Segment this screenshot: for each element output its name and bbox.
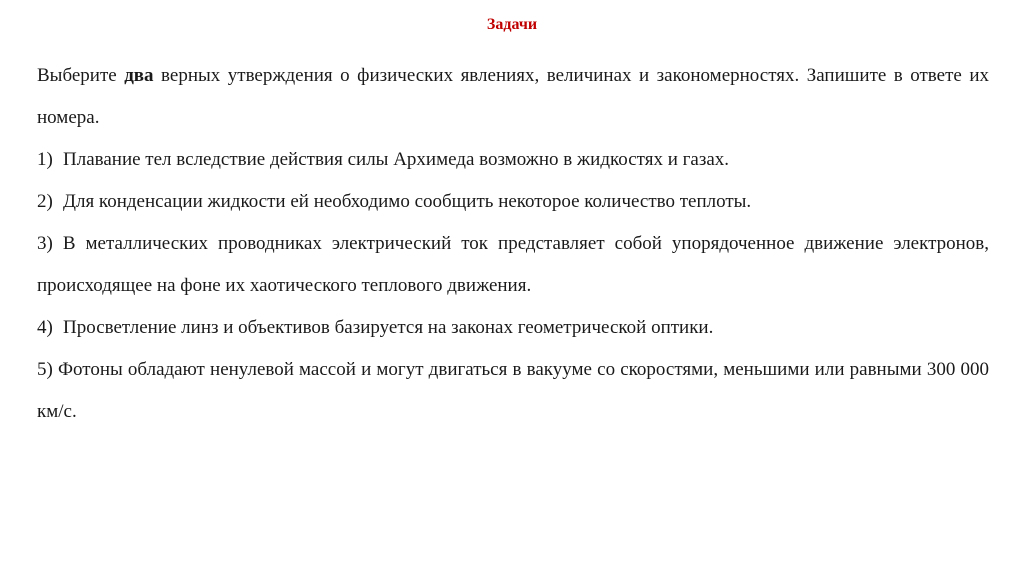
task-content <box>37 55 989 433</box>
statement-number: 5) <box>37 359 58 380</box>
statement-item <box>37 223 989 307</box>
statement-text: Для конденсации жидкости ей необходимо сообщить некоторое количество теплоты. <box>63 191 752 212</box>
statement-text: Плавание тел вследствие действия силы Архимеда возможно в жидкостях и газах. <box>63 149 730 170</box>
statement-number: 4) <box>37 317 53 338</box>
statement-number: 1) <box>37 149 53 170</box>
slide-title: Задачи <box>486 16 538 33</box>
instruction-text-end: верных утверждения о физических явлениях, величинах и закономерностях. Запишите в ответе их номера. <box>37 65 989 128</box>
task-instruction <box>37 55 989 139</box>
statement-item <box>37 181 989 223</box>
statement-text: Просветление линз и объективов базируется на законах геометрической оптики. <box>63 317 714 338</box>
statement-list <box>37 139 989 433</box>
statement-item <box>37 349 989 433</box>
instruction-bold-word: два <box>124 65 154 86</box>
statement-text: Фотоны обладают ненулевой массой и могут двигаться в вакууме со скоростями, меньшими или равными 300 000 км/с. <box>37 359 989 422</box>
statement-number: 2) <box>37 191 53 212</box>
statement-item <box>37 307 989 349</box>
statement-number: 3) <box>37 233 63 254</box>
statement-item <box>37 139 989 181</box>
instruction-text-start: Выберите <box>37 65 125 86</box>
statement-text: В металлических проводниках электрический ток представляет собой упорядоченное движение электронов, происходящее на фоне их хаотического теплового движения. <box>37 233 990 296</box>
